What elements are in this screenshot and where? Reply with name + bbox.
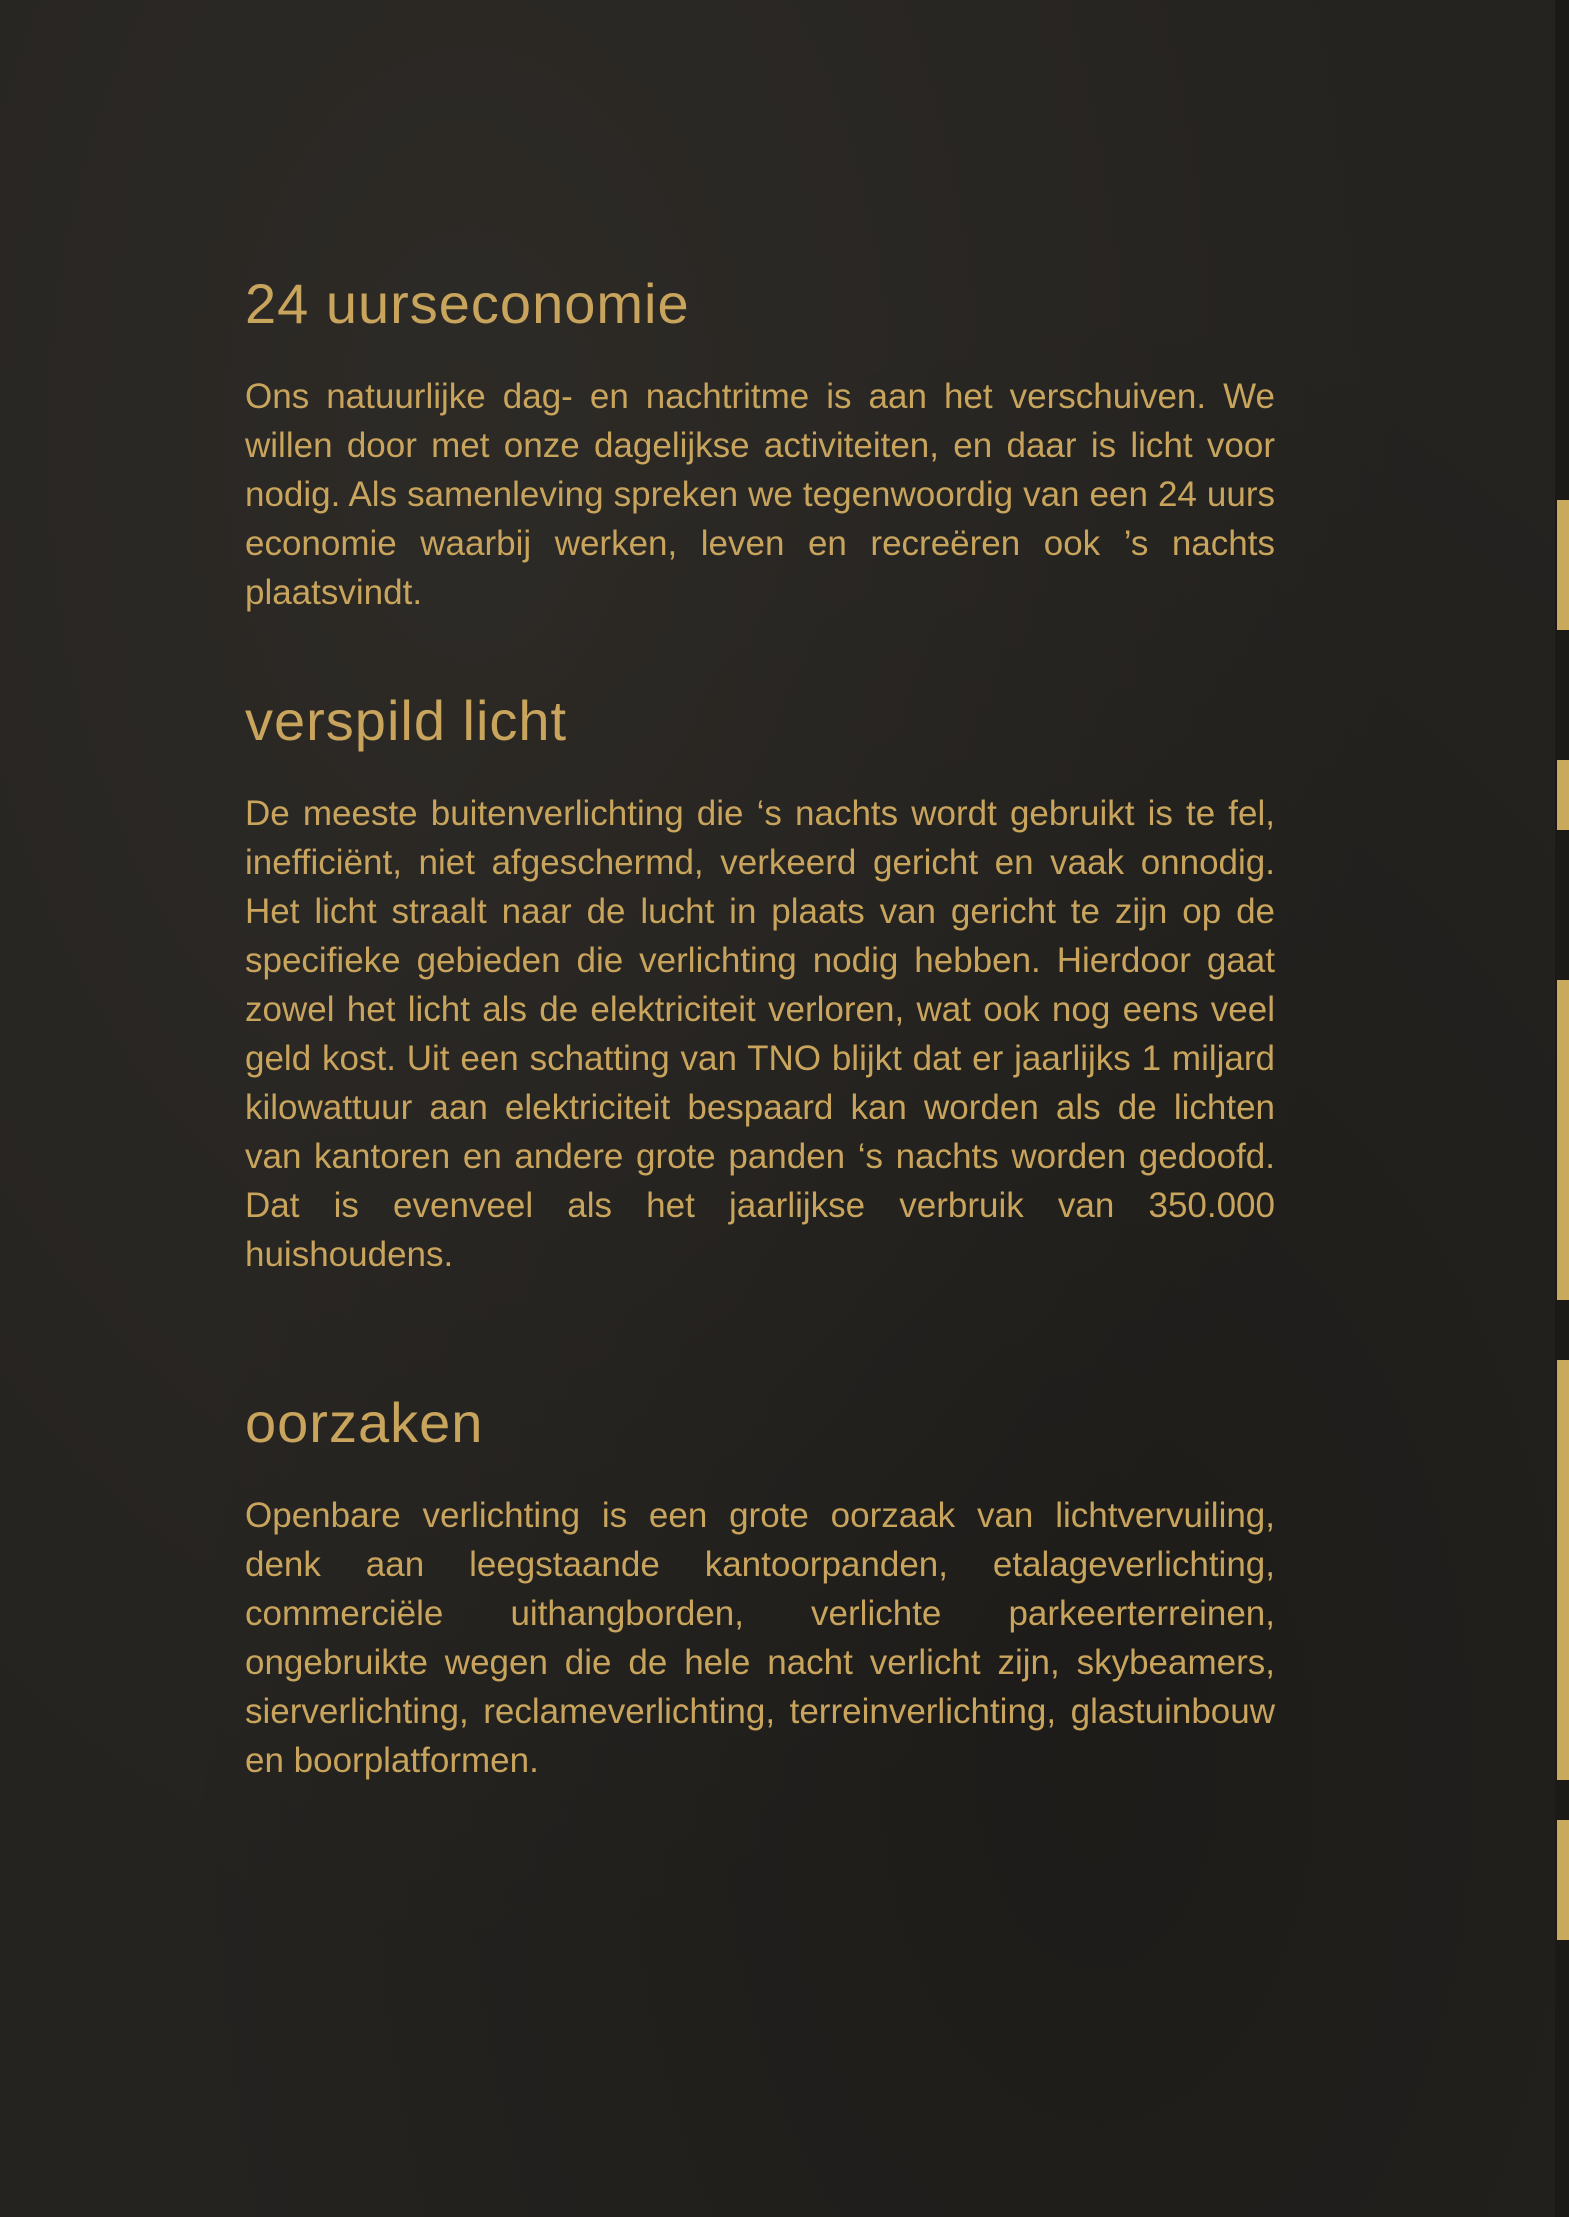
section-heading: 24 uurseconomie bbox=[245, 272, 690, 335]
edge-gold-mark bbox=[1557, 760, 1569, 830]
page-edge-strip bbox=[1555, 0, 1569, 2217]
section-heading: oorzaken bbox=[245, 1391, 484, 1454]
section-heading: verspild licht bbox=[245, 689, 568, 752]
edge-gold-mark bbox=[1557, 1820, 1569, 1940]
edge-gold-mark bbox=[1557, 980, 1569, 1300]
section-paragraph: Ons natuurlijke dag- en nachtritme is aan het verschuiven. We willen door met onze dagelijkse activiteiten, en daar is licht voor nodig. Als samenleving spreken we tegenwoordig van een 24 uurs economie waarbij werken, leven en recreëren ook ’s nachts plaatsvindt. bbox=[245, 377, 1275, 612]
section-paragraph: Openbare verlichting is een grote oorzaak van lichtvervuiling, denk aan leegstaande kantoorpanden, etalageverlichting, commerciële uithangborden, verlichte parkeerterreinen, ongebruikte wegen die de hele nacht verlicht zijn, skybeamers, sierverlichting, reclameverlichting, terreinverlichting, glastuinbouw en boorplatformen. bbox=[245, 1496, 1275, 1780]
edge-gold-mark bbox=[1557, 500, 1569, 630]
edge-gold-mark bbox=[1557, 1360, 1569, 1780]
section-oorzaken bbox=[245, 1389, 1275, 1785]
section-verspild-licht bbox=[245, 687, 1275, 1279]
document-content bbox=[245, 270, 1275, 1785]
section-paragraph: De meeste buitenverlichting die ‘s nachts wordt gebruikt is te fel, inefficiënt, niet afgeschermd, verkeerd gericht en vaak onnodig. Het licht straalt naar de lucht in plaats van gericht te zijn op de specifieke gebieden die verlichting nodig hebben. Hierdoor gaat zowel het licht als de elektriciteit verloren, wat ook nog eens veel geld kost. Uit een schatting van TNO blijkt dat er jaarlijks 1 miljard kilowattuur aan elektriciteit bespaard kan worden als de lichten van kantoren en andere grote panden ‘s nachts worden gedoofd. Dat is evenveel als het jaarlijkse verbruik van 350.000 huishoudens. bbox=[245, 794, 1275, 1274]
section-24-uurseconomie bbox=[245, 270, 1275, 617]
